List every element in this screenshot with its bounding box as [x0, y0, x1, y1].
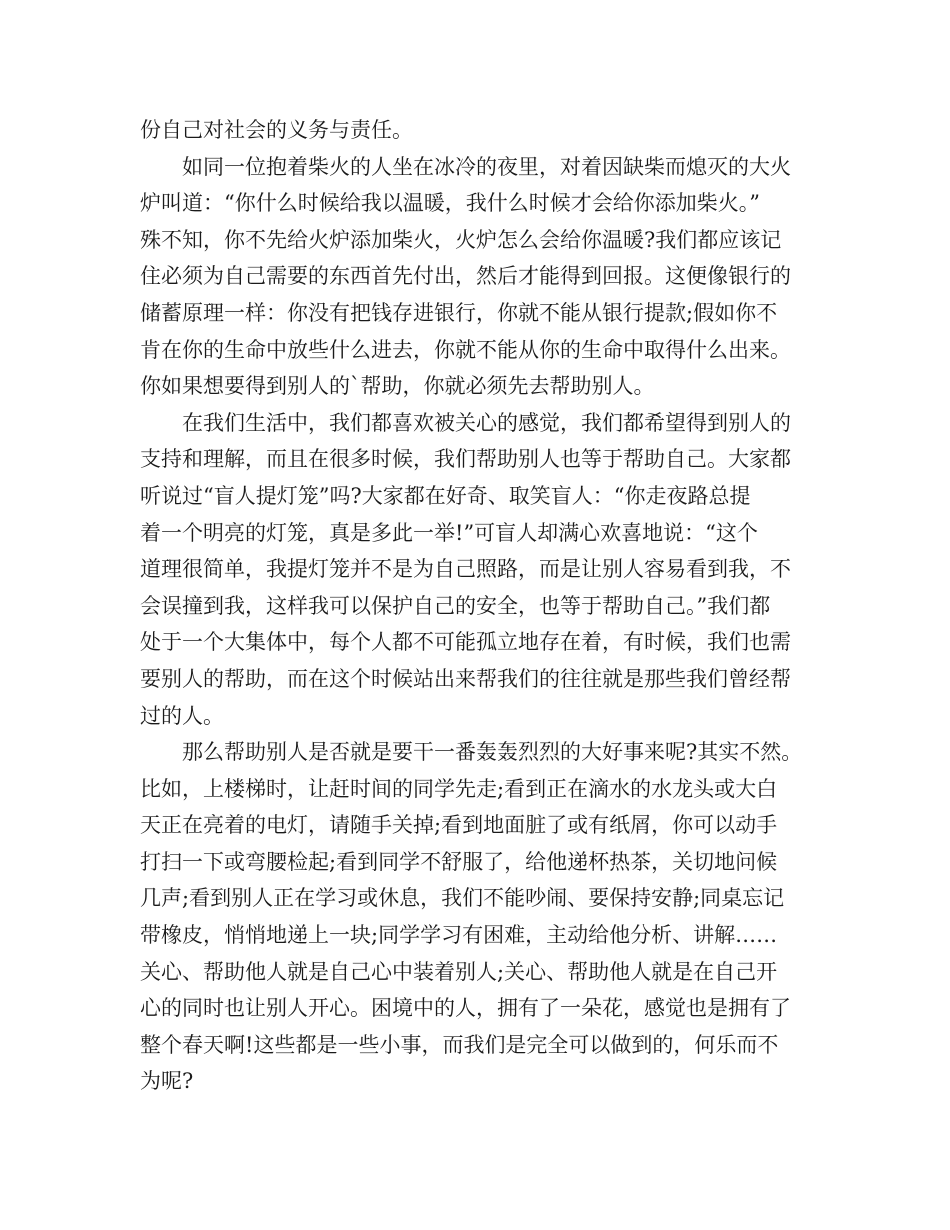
text-line: 会误撞到我，这样我可以保护自己的安全，也等于帮助自己。”我们都	[140, 593, 771, 618]
text-line: 几声;看到别人正在学习或休息，我们不能吵闹、要保持安静;同桌忘记	[140, 886, 785, 911]
text-line: 打扫一下或弯腰检起;看到同学不舒服了，给他递杯热茶，关切地问候	[140, 849, 778, 874]
text-line: 为呢?	[140, 1069, 194, 1094]
text-line: 储蓄原理一样：你没有把钱存进银行，你就不能从银行提款;假如你不	[140, 300, 778, 325]
text-line: 炉叫道：“你什么时候给我以温暖，我什么时候才会给你添加柴火。”	[140, 191, 760, 216]
text-line: 处于一个大集体中，每个人都不可能孤立地存在着，有时候，我们也需	[140, 630, 791, 655]
text-line: 殊不知，你不先给火炉添加柴火，火炉怎么会给你温暖?我们都应该记	[140, 227, 782, 252]
text-line: 听说过“盲人提灯笼”吗?大家都在好奇、取笑盲人：“你走夜路总提	[140, 483, 751, 508]
text-line: 天正在亮着的电灯，请随手关掉;看到地面脏了或有纸屑，你可以动手	[140, 813, 778, 838]
text-line: 如同一位抱着柴火的人坐在冰冷的夜里，对着因缺柴而熄灭的大火	[182, 154, 791, 179]
text-line: 比如，上楼梯时，让赶时间的同学先走;看到正在滴水的水龙头或大白	[140, 776, 778, 801]
text-line: 关心、帮助他人就是自己心中装着别人;关心、帮助他人就是在自己开	[140, 959, 778, 984]
text-line: 在我们生活中，我们都喜欢被关心的感觉，我们都希望得到别人的	[182, 410, 791, 435]
text-line: 住必须为自己需要的东西首先付出，然后才能得到回报。这便像银行的	[140, 264, 791, 289]
text-line: 那么帮助别人是否就是要干一番轰轰烈烈的大好事来呢?其实不然。	[182, 740, 803, 765]
text-line: 道理很简单，我提灯笼并不是为自己照路，而是让别人容易看到我，不	[140, 557, 791, 582]
text-line: 带橡皮，悄悄地递上一块;同学学习有困难，主动给他分析、讲解……	[140, 923, 778, 948]
text-line: 肯在你的生命中放些什么进去，你就不能从你的生命中取得什么出来。	[140, 337, 791, 362]
text-line: 份自己对社会的义务与责任。	[140, 118, 413, 142]
text-line: 着一个明亮的灯笼，真是多此一举!”可盲人却满心欢喜地说：“这个	[140, 520, 758, 545]
text-line: 整个春天啊!这些都是一些小事，而我们是完全可以做到的，何乐而不	[140, 1032, 779, 1057]
text-line: 心的同时也让别人开心。困境中的人，拥有了一朵花，感觉也是拥有了	[140, 996, 791, 1021]
text-line: 要别人的帮助，而在这个时候站出来帮我们的往往就是那些我们曾经帮	[140, 666, 791, 691]
text-line: 过的人。	[140, 703, 224, 728]
text-line: 你如果想要得到别人的`帮助，你就必须先去帮助别人。	[140, 374, 655, 399]
document-body	[140, 112, 830, 1100]
text-line: 支持和理解，而且在很多时候，我们帮助别人也等于帮助自己。大家都	[140, 447, 791, 472]
